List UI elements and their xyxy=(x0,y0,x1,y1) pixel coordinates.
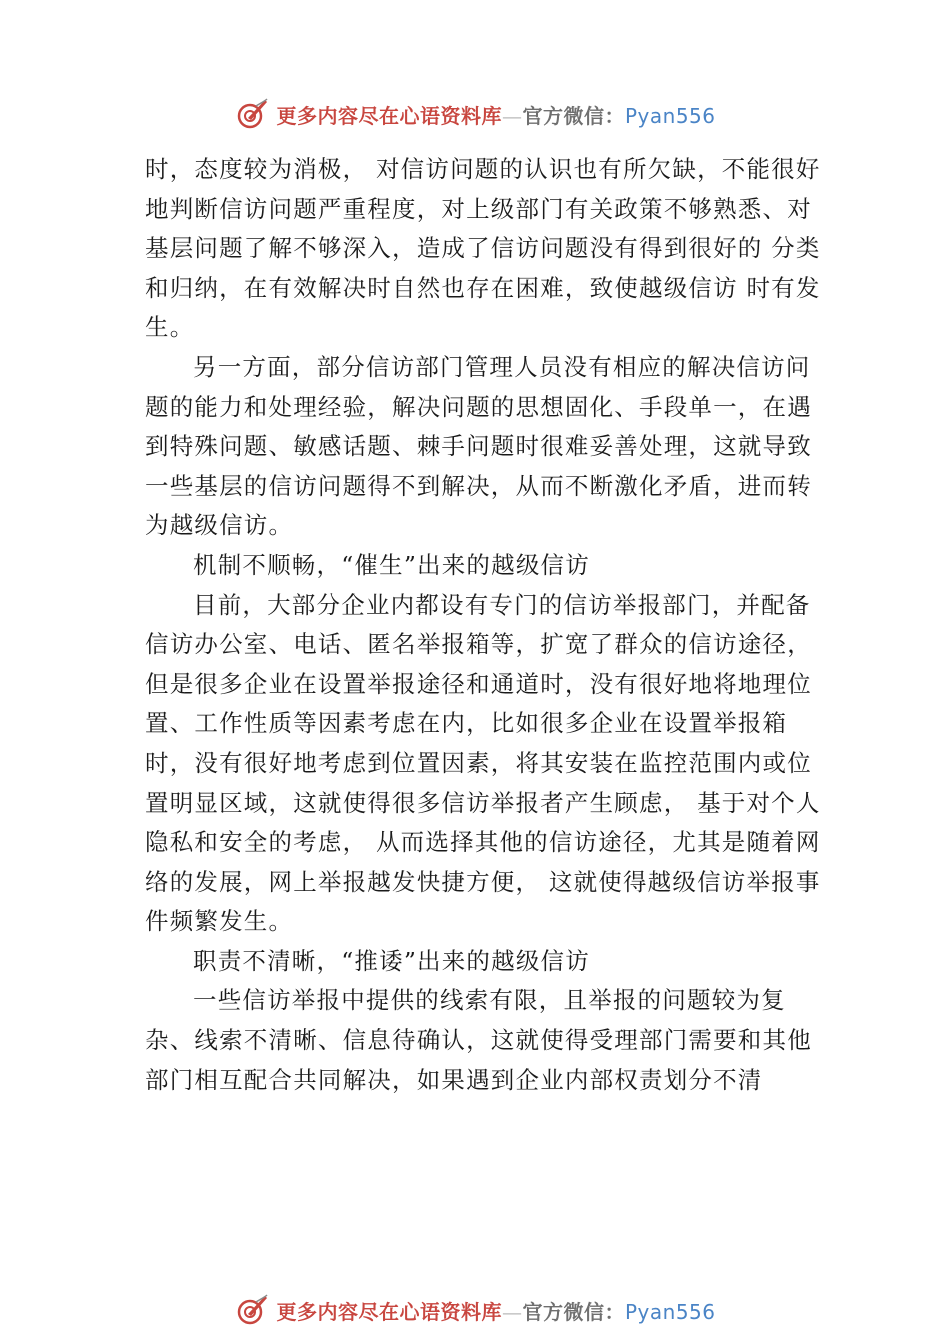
quill-logo-icon xyxy=(234,1292,270,1328)
header-watermark xyxy=(0,94,950,134)
section-heading-responsibility: 职责不清晰，“推诿”出来的越级信访 xyxy=(193,946,590,975)
section-heading-mechanism: 机制不顺畅，“催生”出来的越级信访 xyxy=(193,550,590,579)
banner-wechat-label: 官方微信： xyxy=(522,1299,625,1324)
banner-wechat-id: Pyan556 xyxy=(624,1299,716,1324)
banner-wechat-label: 官方微信： xyxy=(522,103,625,128)
document-body xyxy=(145,150,835,1100)
paragraph-1: 时，态度较为消极， 对信访问题的认识也有所欠缺，不能很好地判断信访问题严重程度，对上级部门有关政策不够熟悉、对基层问题了解不够深入，造成了信访问题没有得到很好的 分类和归纳，在有效解决时自然也存在困难，致使越级信访 时有发生。 xyxy=(145,155,821,342)
banner-dash: — xyxy=(501,103,523,128)
paragraph-4: 一些信访举报中提供的线索有限，且举报的问题较为复杂、线索不清晰、信息待确认，这就使得受理部门需要和其他部门相互配合共同解决，如果遇到企业内部权责划分不清 xyxy=(145,986,812,1094)
paragraph-2: 另一方面，部分信访部门管理人员没有相应的解决信访问题的能力和处理经验，解决问题的思想固化、手段单一，在遇到特殊问题、敏感话题、棘手问题时很难妥善处理，这就导致一些基层的信访问题得不到解决，从而不断激化矛盾，进而转为越级信访。 xyxy=(145,352,812,540)
banner-brand-text: 更多内容尽在心语资料库 xyxy=(276,1299,502,1324)
footer-watermark xyxy=(0,1290,950,1330)
banner-dash: — xyxy=(501,1299,523,1324)
quill-logo-icon xyxy=(234,96,270,132)
banner-wechat-id: Pyan556 xyxy=(624,103,716,128)
paragraph-3: 目前，大部分企业内都设有专门的信访举报部门，并配备信访办公室、电话、匿名举报箱等，扩宽了群众的信访途径，但是很多企业在设置举报途径和通道时，没有很好地将地理位置、工作性质等因素考虑在内，比如很多企业在设置举报箱时，没有很好地考虑到位置因素，将其安装在监控范围内或位置明显区域，这就使得很多信访举报者产生顾虑， 基于对个人隐私和安全的考虑， 从而选择其他的信访途径，尤其是随着网络的发展，网上举报越发快捷方便， 这就使得越级信访举报事件频繁发生。 xyxy=(145,590,821,936)
banner-brand-text: 更多内容尽在心语资料库 xyxy=(276,103,502,128)
